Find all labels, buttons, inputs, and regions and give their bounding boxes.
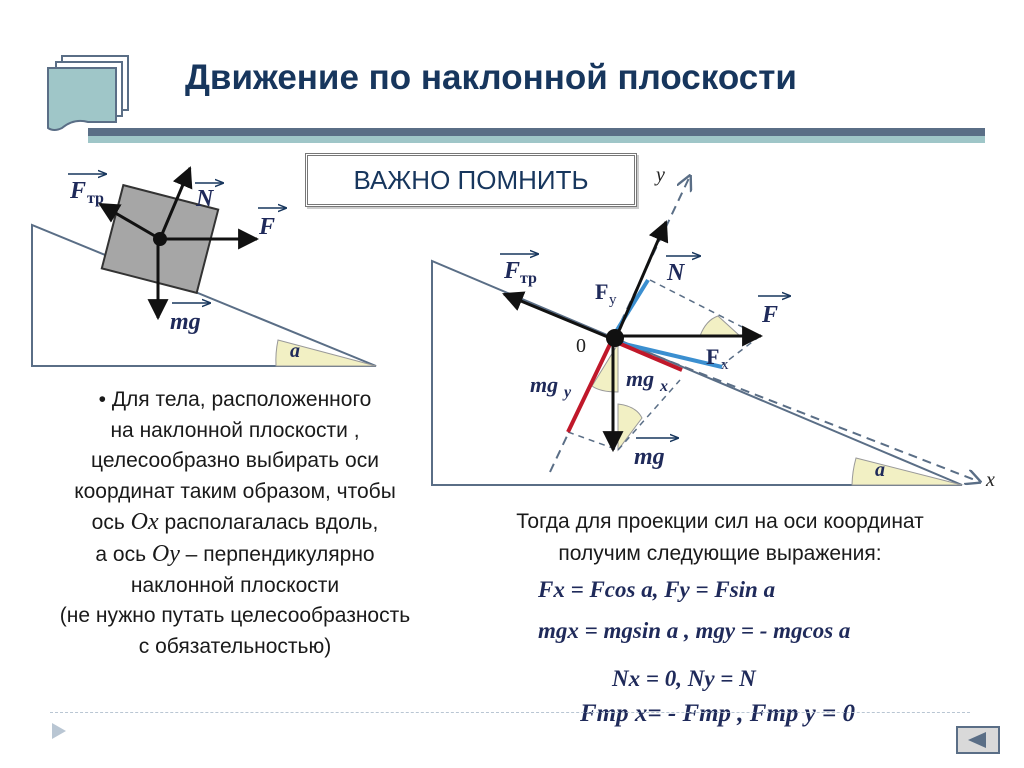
bullet-line: на наклонной плоскости , xyxy=(110,418,360,442)
right-incline-diagram xyxy=(400,160,1020,500)
projection-line-2: получим следующие выражения: xyxy=(558,542,882,565)
formula-friction-components: Fтр x= - Fтр , Fтр y = 0 xyxy=(580,700,856,727)
bullet-paragraph xyxy=(10,385,460,662)
right-normal-arrow xyxy=(615,222,666,340)
right-label-fx-sub: x xyxy=(721,357,729,373)
right-label-angle: a xyxy=(875,459,885,481)
right-label-fx: F xyxy=(706,344,720,369)
right-label-mgy: mg xyxy=(530,372,559,397)
formula-force-components: Fx = Fcos a, Fy = Fsin a xyxy=(538,577,776,602)
left-label-angle: a xyxy=(290,340,300,362)
right-label-friction: F xyxy=(504,258,521,284)
right-label-mgx-sub: x xyxy=(660,378,668,395)
origin-label: 0 xyxy=(576,335,586,357)
bullet-line: целесообразно выбирать оси xyxy=(91,449,379,473)
formula-gravity-components: mgx = mgsin a , mgy = - mgcos a xyxy=(538,618,851,643)
left-label-gravity: mg xyxy=(170,309,201,335)
slides-icon xyxy=(44,52,136,136)
bullet-line: (не нужно путать целесообразность xyxy=(59,604,411,628)
y-axis-label: y xyxy=(656,164,665,186)
right-label-force: F xyxy=(762,302,779,328)
left-label-friction-sub: тр xyxy=(87,190,104,207)
right-center-dot xyxy=(606,329,624,347)
projection-line-1: Тогда для проекции сил на оси координат xyxy=(516,510,924,533)
bullet-line-oy xyxy=(10,539,460,571)
oy-prefix: а ось xyxy=(95,542,152,566)
oy-suffix: – перпендикулярно xyxy=(179,542,375,566)
bullet-line-ox xyxy=(10,507,460,539)
left-incline-diagram xyxy=(0,150,400,380)
ox-symbol: Ox xyxy=(130,509,159,536)
right-label-normal: N xyxy=(667,260,685,286)
ox-prefix: ось xyxy=(91,511,131,535)
bullet-line: наклонной плоскости xyxy=(130,573,340,597)
bullet-line: координат таким образом, чтобы xyxy=(74,479,396,503)
page-title: Движение по наклонной плоскости xyxy=(185,58,797,97)
right-label-gravity: mg xyxy=(634,444,665,470)
important-note-box: ВАЖНО ПОМНИТЬ xyxy=(305,153,637,207)
left-label-friction: F xyxy=(70,178,87,204)
bullet-line: с обязательностью) xyxy=(138,634,332,658)
left-label-normal: N xyxy=(196,186,214,212)
angle-wedge-force xyxy=(700,316,740,336)
projection-intro xyxy=(455,506,985,570)
footer-divider xyxy=(50,712,970,713)
bullet-line: • Для тела, расположенного xyxy=(98,388,372,411)
title-rule-dark xyxy=(88,128,985,136)
title-rule-light xyxy=(88,136,985,143)
right-label-mgx: mg xyxy=(626,366,655,391)
x-axis-label: x xyxy=(986,469,995,491)
next-slide-icon[interactable] xyxy=(50,721,68,741)
right-incline xyxy=(432,261,962,485)
formula-normal-components: Nx = 0, Ny = N xyxy=(612,666,756,691)
left-label-force: F xyxy=(259,214,276,240)
oy-symbol: Oy xyxy=(151,540,180,567)
right-label-fy-sub: y xyxy=(609,292,617,308)
left-center-dot xyxy=(153,232,167,246)
right-label-mgy-sub: y xyxy=(564,384,572,401)
ox-suffix: располагалась вдоль, xyxy=(158,511,379,535)
right-label-friction-sub: тр xyxy=(520,270,537,287)
right-label-fy: F xyxy=(595,279,609,304)
previous-slide-button[interactable] xyxy=(956,726,1000,754)
